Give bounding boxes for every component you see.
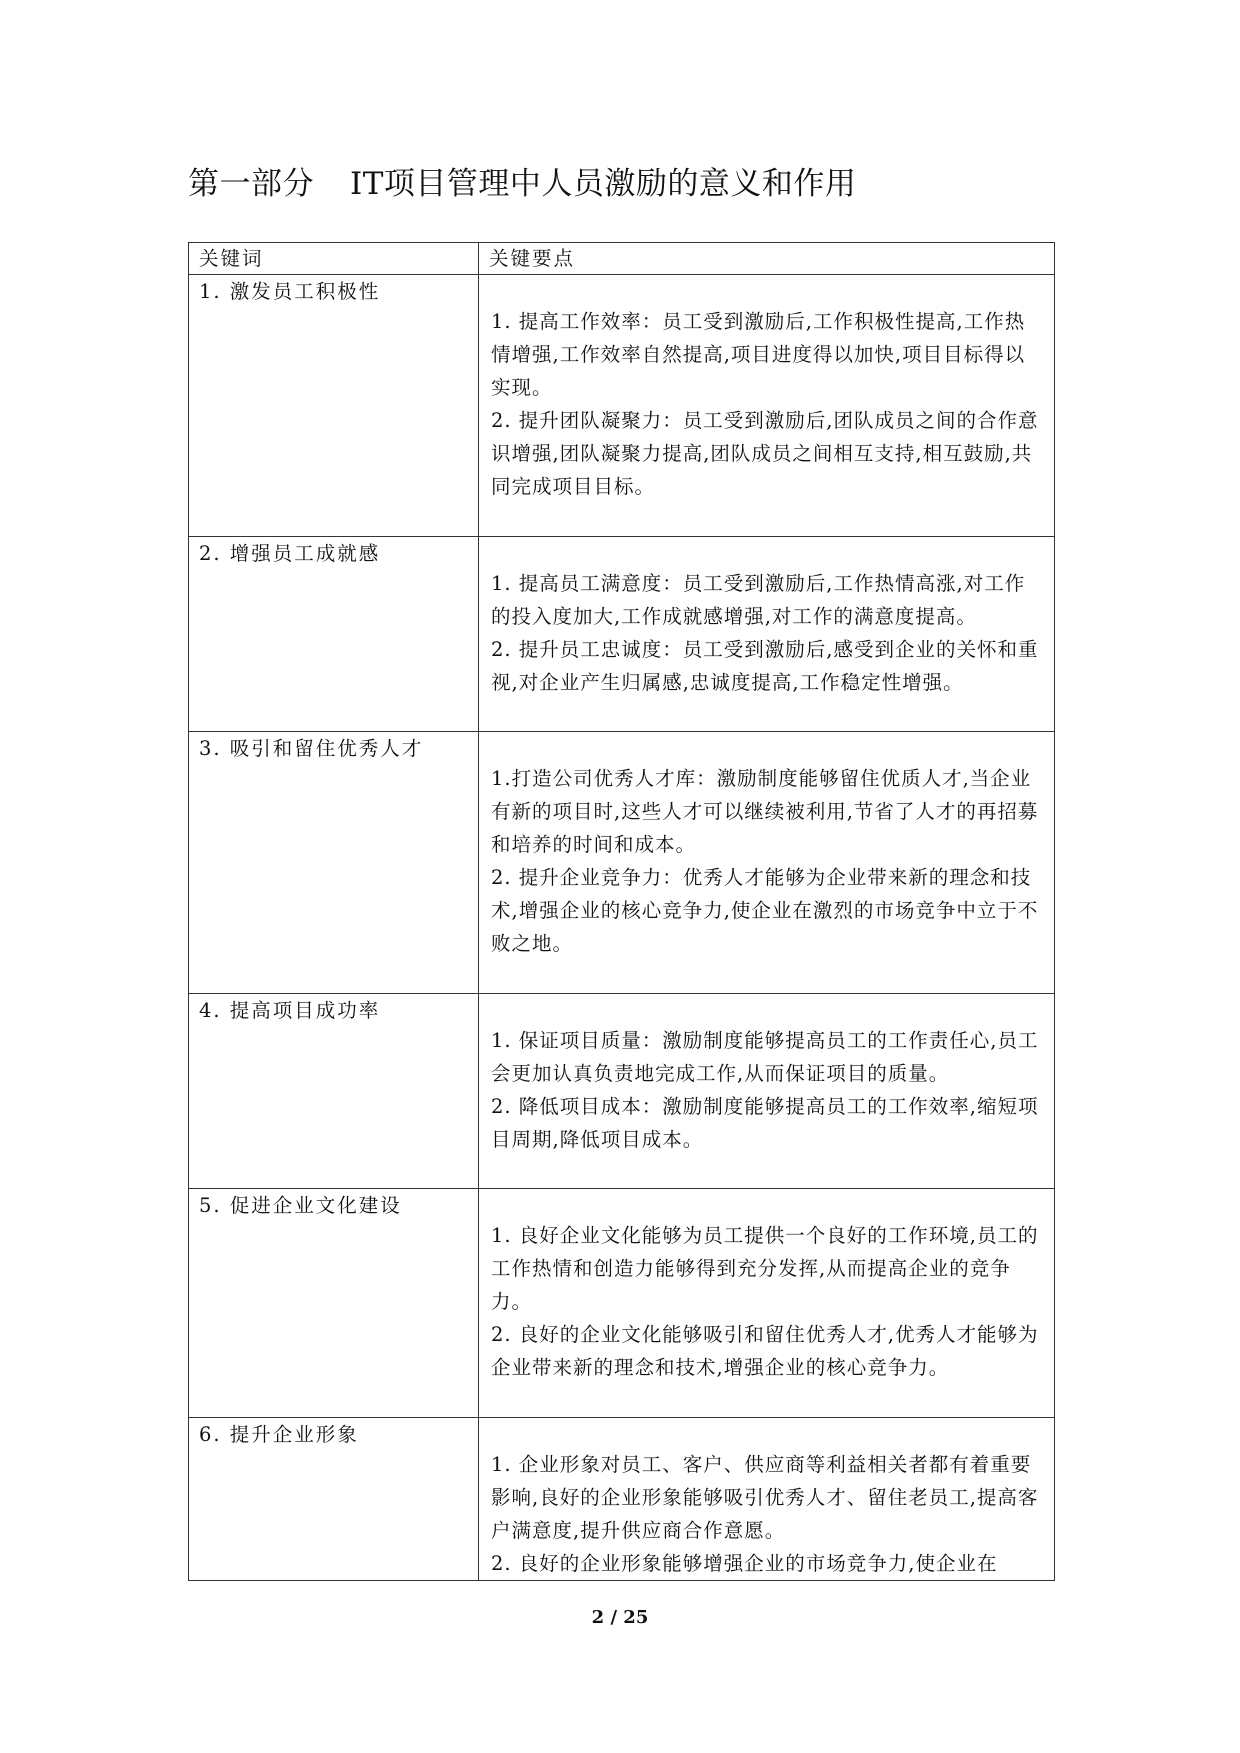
points-cell (479, 732, 1055, 994)
title-part: 第一部分 (188, 166, 314, 202)
key-point: 1. 良好企业文化能够为员工提供一个良好的工作环境,员工的工作热情和创造力能够得到充分发挥,从而提高企业的竞争力。 (491, 1224, 1039, 1313)
page-title (188, 160, 856, 208)
keyword-cell: 1. 激发员工积极性 (189, 275, 479, 537)
points-cell (479, 1189, 1055, 1418)
table-row (189, 275, 1055, 537)
keyword-cell: 2. 增强员工成就感 (189, 537, 479, 732)
key-point: 2. 提升员工忠诚度：员工受到激励后,感受到企业的关怀和重视,对企业产生归属感,忠诚度提高,工作稳定性增强。 (491, 638, 1039, 694)
key-point: 1. 提高工作效率：员工受到激励后,工作积极性提高,工作热情增强,工作效率自然提高,项目进度得以加快,项目目标得以实现。 (491, 310, 1026, 399)
key-point: 1. 保证项目质量：激励制度能够提高员工的工作责任心,员工会更加认真负责地完成工作,从而保证项目的质量。 (491, 1029, 1039, 1085)
header-key-points: 关键要点 (479, 243, 1055, 275)
points-cell (479, 537, 1055, 732)
title-text: IT项目管理中人员激励的意义和作用 (350, 166, 857, 202)
table-row (189, 1189, 1055, 1418)
key-point: 2. 降低项目成本：激励制度能够提高员工的工作效率,缩短项目周期,降低项目成本。 (491, 1095, 1039, 1151)
points-cell (479, 994, 1055, 1189)
table-header-row (189, 243, 1055, 275)
key-point: 2. 提升企业竞争力：优秀人才能够为企业带来新的理念和技术,增强企业的核心竞争力,使企业在激烈的市场竞争中立于不败之地。 (491, 866, 1039, 955)
keyword-cell: 4. 提高项目成功率 (189, 994, 479, 1189)
key-point: 2. 良好的企业形象能够增强企业的市场竞争力,使企业在 (491, 1552, 998, 1575)
page-number: 2 / 25 (591, 1607, 649, 1628)
keyword-cell: 3. 吸引和留住优秀人才 (189, 732, 479, 994)
points-cell (479, 275, 1055, 537)
key-points-table (188, 242, 1055, 1581)
key-point: 2. 提升团队凝聚力：员工受到激励后,团队成员之间的合作意识增强,团队凝聚力提高,团队成员之间相互支持,相互鼓励,共同完成项目目标。 (491, 409, 1039, 498)
keyword-cell: 5. 促进企业文化建设 (189, 1189, 479, 1418)
key-point: 1.打造公司优秀人才库：激励制度能够留住优质人才,当企业有新的项目时,这些人才可以继续被利用,节省了人才的再招募和培养的时间和成本。 (491, 767, 1039, 856)
table-row (189, 537, 1055, 732)
key-point: 1. 企业形象对员工、客户、供应商等利益相关者都有着重要影响,良好的企业形象能够吸引优秀人才、留住老员工,提高客户满意度,提升供应商合作意愿。 (491, 1453, 1039, 1542)
table-row (189, 1418, 1055, 1581)
key-point: 2. 良好的企业文化能够吸引和留住优秀人才,优秀人才能够为企业带来新的理念和技术,增强企业的核心竞争力。 (491, 1323, 1039, 1379)
table-row (189, 732, 1055, 994)
keyword-cell: 6. 提升企业形象 (189, 1418, 479, 1581)
table-row (189, 994, 1055, 1189)
points-cell (479, 1418, 1055, 1581)
header-keyword: 关键词 (189, 243, 479, 275)
key-point: 1. 提高员工满意度：员工受到激励后,工作热情高涨,对工作的投入度加大,工作成就感增强,对工作的满意度提高。 (491, 572, 1026, 628)
